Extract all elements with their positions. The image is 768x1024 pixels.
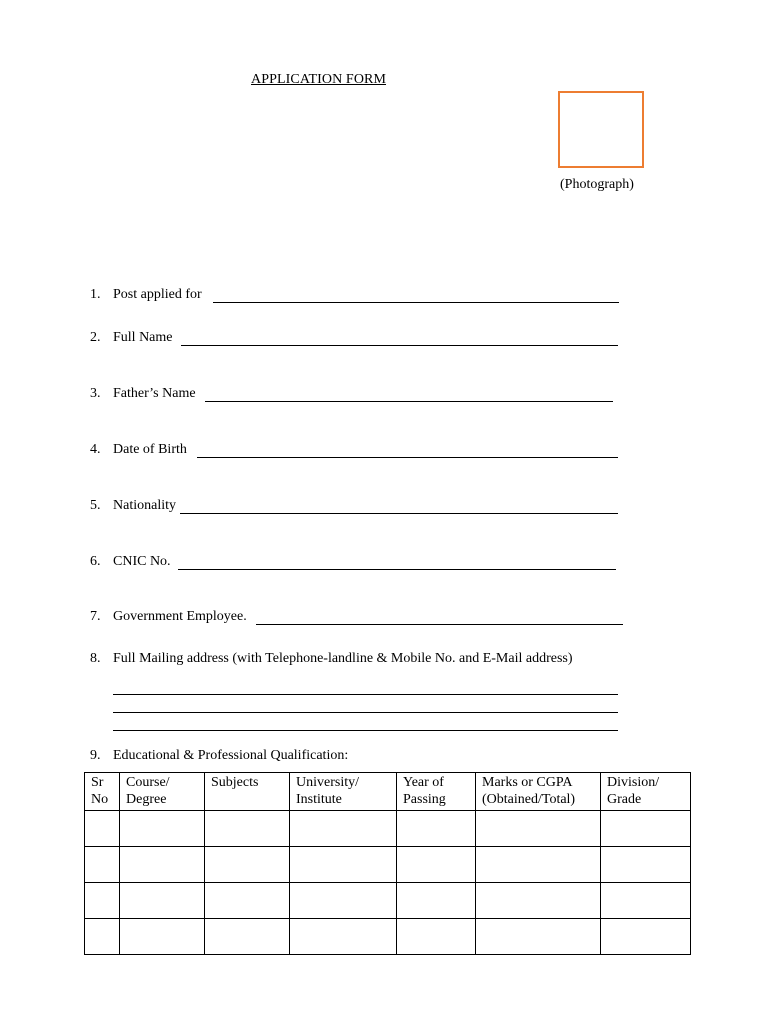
field-cnic-no xyxy=(90,554,620,574)
header-text: Institute xyxy=(296,792,342,807)
header-text: No xyxy=(91,792,109,807)
post-applied-for-input[interactable] xyxy=(213,302,619,303)
header-text: Degree xyxy=(126,792,167,807)
field-mailing-address xyxy=(90,651,650,671)
table-cell[interactable] xyxy=(290,811,397,847)
header-text: Marks or CGPA xyxy=(482,775,573,790)
field-label: Full Mailing address (with Telephone-landline & Mobile No. and E-Mail address) xyxy=(113,651,573,666)
field-label: Educational & Professional Qualification: xyxy=(113,748,349,763)
header-text: Sr xyxy=(91,775,104,790)
field-label: Date of Birth xyxy=(113,442,187,457)
header-text: Year of xyxy=(403,775,444,790)
table-header-row xyxy=(85,773,691,811)
field-number: 8. xyxy=(90,651,101,666)
table-cell[interactable] xyxy=(476,847,601,883)
field-number: 4. xyxy=(90,442,101,457)
table-row xyxy=(85,883,691,919)
table-cell[interactable] xyxy=(601,847,691,883)
field-fathers-name xyxy=(90,386,620,406)
field-label: Post applied for xyxy=(113,287,202,302)
table-cell[interactable] xyxy=(601,883,691,919)
date-of-birth-input[interactable] xyxy=(197,457,618,458)
nationality-input[interactable] xyxy=(180,513,618,514)
full-name-input[interactable] xyxy=(181,345,618,346)
fathers-name-input[interactable] xyxy=(205,401,613,402)
table-cell[interactable] xyxy=(85,919,120,955)
table-cell[interactable] xyxy=(120,811,205,847)
mailing-address-line-2[interactable] xyxy=(113,712,618,713)
header-university-institute xyxy=(290,773,397,811)
table-cell[interactable] xyxy=(476,919,601,955)
header-text: Course/ xyxy=(126,775,170,790)
field-post-applied-for xyxy=(90,287,620,307)
header-text: Passing xyxy=(403,792,446,807)
table-cell[interactable] xyxy=(205,811,290,847)
table-cell[interactable] xyxy=(120,919,205,955)
cnic-no-input[interactable] xyxy=(178,569,616,570)
field-number: 1. xyxy=(90,287,101,302)
header-course-degree xyxy=(120,773,205,811)
table-cell[interactable] xyxy=(85,811,120,847)
photograph-caption: (Photograph) xyxy=(560,177,634,192)
government-employee-input[interactable] xyxy=(256,624,623,625)
photograph-box[interactable] xyxy=(558,91,644,168)
header-text: Division/ xyxy=(607,775,660,790)
field-full-name xyxy=(90,330,620,350)
table-cell[interactable] xyxy=(476,811,601,847)
header-text: (Obtained/Total) xyxy=(482,792,576,807)
table-cell[interactable] xyxy=(85,847,120,883)
field-number: 9. xyxy=(90,748,101,763)
field-label: Full Name xyxy=(113,330,173,345)
table-cell[interactable] xyxy=(205,847,290,883)
header-sr-no xyxy=(85,773,120,811)
field-label: Father’s Name xyxy=(113,386,196,401)
field-nationality xyxy=(90,498,620,518)
field-number: 2. xyxy=(90,330,101,345)
mailing-address-line-1[interactable] xyxy=(113,694,618,695)
field-label: Nationality xyxy=(113,498,176,513)
table-cell[interactable] xyxy=(120,883,205,919)
table-row xyxy=(85,847,691,883)
field-date-of-birth xyxy=(90,442,620,462)
table-cell[interactable] xyxy=(476,883,601,919)
table-row xyxy=(85,919,691,955)
table-cell[interactable] xyxy=(397,919,476,955)
field-government-employee xyxy=(90,609,624,629)
field-label: CNIC No. xyxy=(113,554,171,569)
table-cell[interactable] xyxy=(290,919,397,955)
header-marks-or-cgpa xyxy=(476,773,601,811)
field-label: Government Employee. xyxy=(113,609,247,624)
header-year-of-passing xyxy=(397,773,476,811)
header-text: University/ xyxy=(296,775,359,790)
header-division-grade xyxy=(601,773,691,811)
field-educational-qualification xyxy=(90,748,490,768)
table-cell[interactable] xyxy=(205,919,290,955)
field-number: 3. xyxy=(90,386,101,401)
header-subjects xyxy=(205,773,290,811)
table-cell[interactable] xyxy=(290,883,397,919)
table-cell[interactable] xyxy=(120,847,205,883)
field-number: 6. xyxy=(90,554,101,569)
form-title: APPLICATION FORM xyxy=(251,72,387,87)
table-cell[interactable] xyxy=(601,919,691,955)
mailing-address-line-3[interactable] xyxy=(113,730,618,731)
header-text: Grade xyxy=(607,792,642,807)
table-cell[interactable] xyxy=(601,811,691,847)
header-text: Subjects xyxy=(211,775,259,790)
table-cell[interactable] xyxy=(397,883,476,919)
education-table xyxy=(84,772,691,955)
table-cell[interactable] xyxy=(85,883,120,919)
table-row xyxy=(85,811,691,847)
field-number: 5. xyxy=(90,498,101,513)
table-cell[interactable] xyxy=(397,847,476,883)
table-cell[interactable] xyxy=(205,883,290,919)
table-cell[interactable] xyxy=(397,811,476,847)
field-number: 7. xyxy=(90,609,101,624)
table-cell[interactable] xyxy=(290,847,397,883)
